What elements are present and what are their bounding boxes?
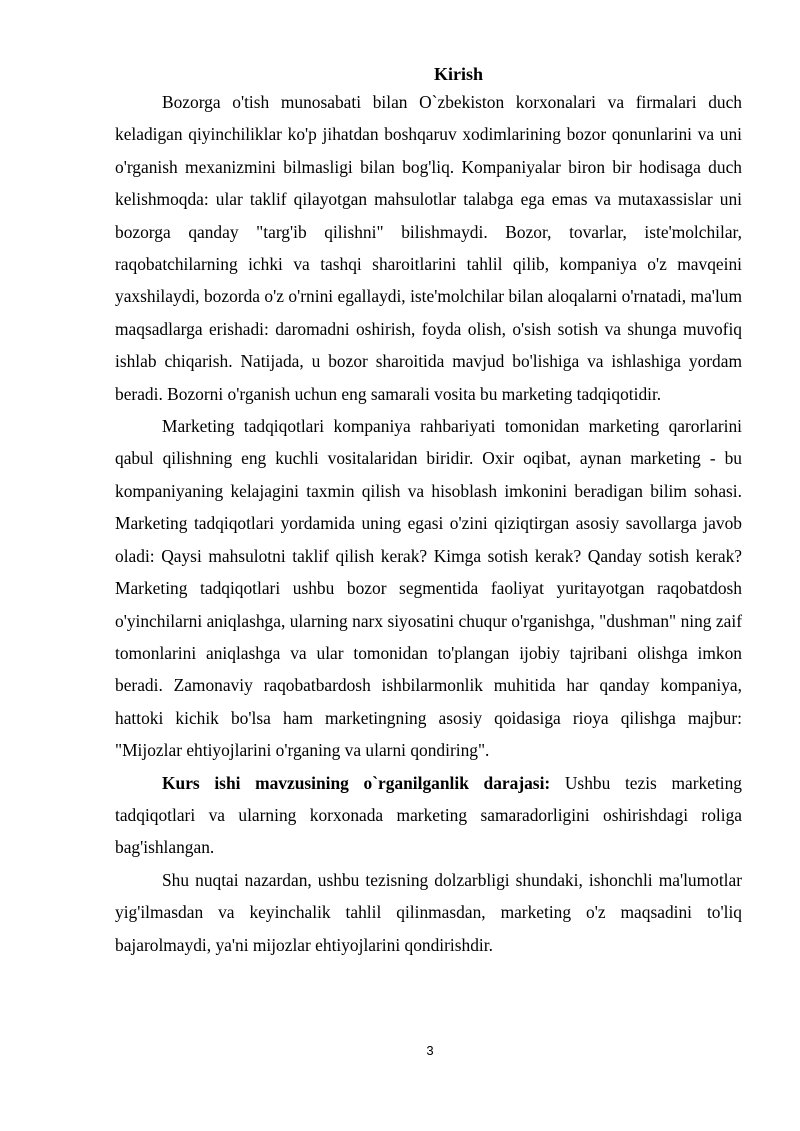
page-number: 3 bbox=[426, 1043, 434, 1058]
paragraph-study-level bbox=[115, 767, 742, 864]
document-page bbox=[115, 62, 742, 961]
paragraph-lead-heading: Kurs ishi mavzusining o`rganilganlik darajasi: bbox=[162, 772, 551, 793]
section-title: Kirish bbox=[433, 64, 483, 84]
paragraph-intro: Bozorga o'tish munosabati bilan O`zbekiston korxonalari va firmalari duch keladigan qiyinchiliklar ko'p jihatdan boshqaruv xodimlarining bozor qonunlarini va uni o'rganish mexanizmini bilmasligi bilan bog'liq. Kompaniyalar biron bir hodisaga duch kelishmoqda: ular taklif qilayotgan mahsulotlar talabga ega emas va mutaxassislar uni bozorga qanday "targ'ib qilishni" bilishmaydi. Bozor, tovarlar, iste'molchilar, raqobatchilarning ichki va tashqi sharoitlarini tahlil qilib, kompaniya o'z mavqeini yaxshilaydi, bozorda o'z o'rnini egallaydi, iste'molchilar bilan aloqalarni o'rnatadi, ma'lum maqsadlarga erishadi: daromadni oshirish, foyda olish, o'sish sotish va shunga muvofiq ishlab chiqarish. Natijada, u bozor sharoitida mavjud bo'lishiga va ishlashiga yordam beradi. Bozorni o'rganish uchun eng samarali vosita bu marketing tadqiqotidir. bbox=[115, 92, 742, 404]
paragraph-relevance: Shu nuqtai nazardan, ushbu tezisning dolzarbligi shundaki, ishonchli ma'lumotlar yig'ilmasdan va keyinchalik tahlil qilinmasdan, marketing o'z maqsadini to'liq bajarolmaydi, ya'ni mijozlar ehtiyojlarini qondirishdir. bbox=[115, 869, 742, 955]
paragraph-marketing-research: Marketing tadqiqotlari kompaniya rahbariyati tomonidan marketing qarorlarini qabul qilishning eng kuchli vositalaridan biridir. Oxir oqibat, aynan marketing - bu kompaniyaning kelajagini taxmin qilish va hisoblash imkonini beradigan bilim sohasi. Marketing tadqiqotlari yordamida uning egasi o'zini qiziqtirgan asosiy savollarga javob oladi: Qaysi mahsulotni taklif qilish kerak? Kimga sotish kerak? Qanday sotish kerak? Marketing tadqiqotlari ushbu bozor segmentida faoliyat yuritayotgan raqobatdosh o'yinchilarni aniqlashga, ularning narx siyosatini chuqur o'rganishga, "dushman" ning zaif tomonlarini aniqlashga va ular tomonidan to'plangan ijobiy tajribani olishga imkon beradi. Zamonaviy raqobatbardosh ishbilarmonlik muhitida har qanday kompaniya, hattoki kichik bo'lsa ham marketingning asosiy qoidasiga rioya qilishga majbur: "Mijozlar ehtiyojlarini o'rganing va ularni qondiring". bbox=[115, 416, 742, 761]
paragraph-study-level-text: Ushbu tezis marketing tadqiqotlari va ularning korxonada marketing samaradorligini oshirishdagi roliga bag'ishlangan. bbox=[115, 772, 742, 858]
